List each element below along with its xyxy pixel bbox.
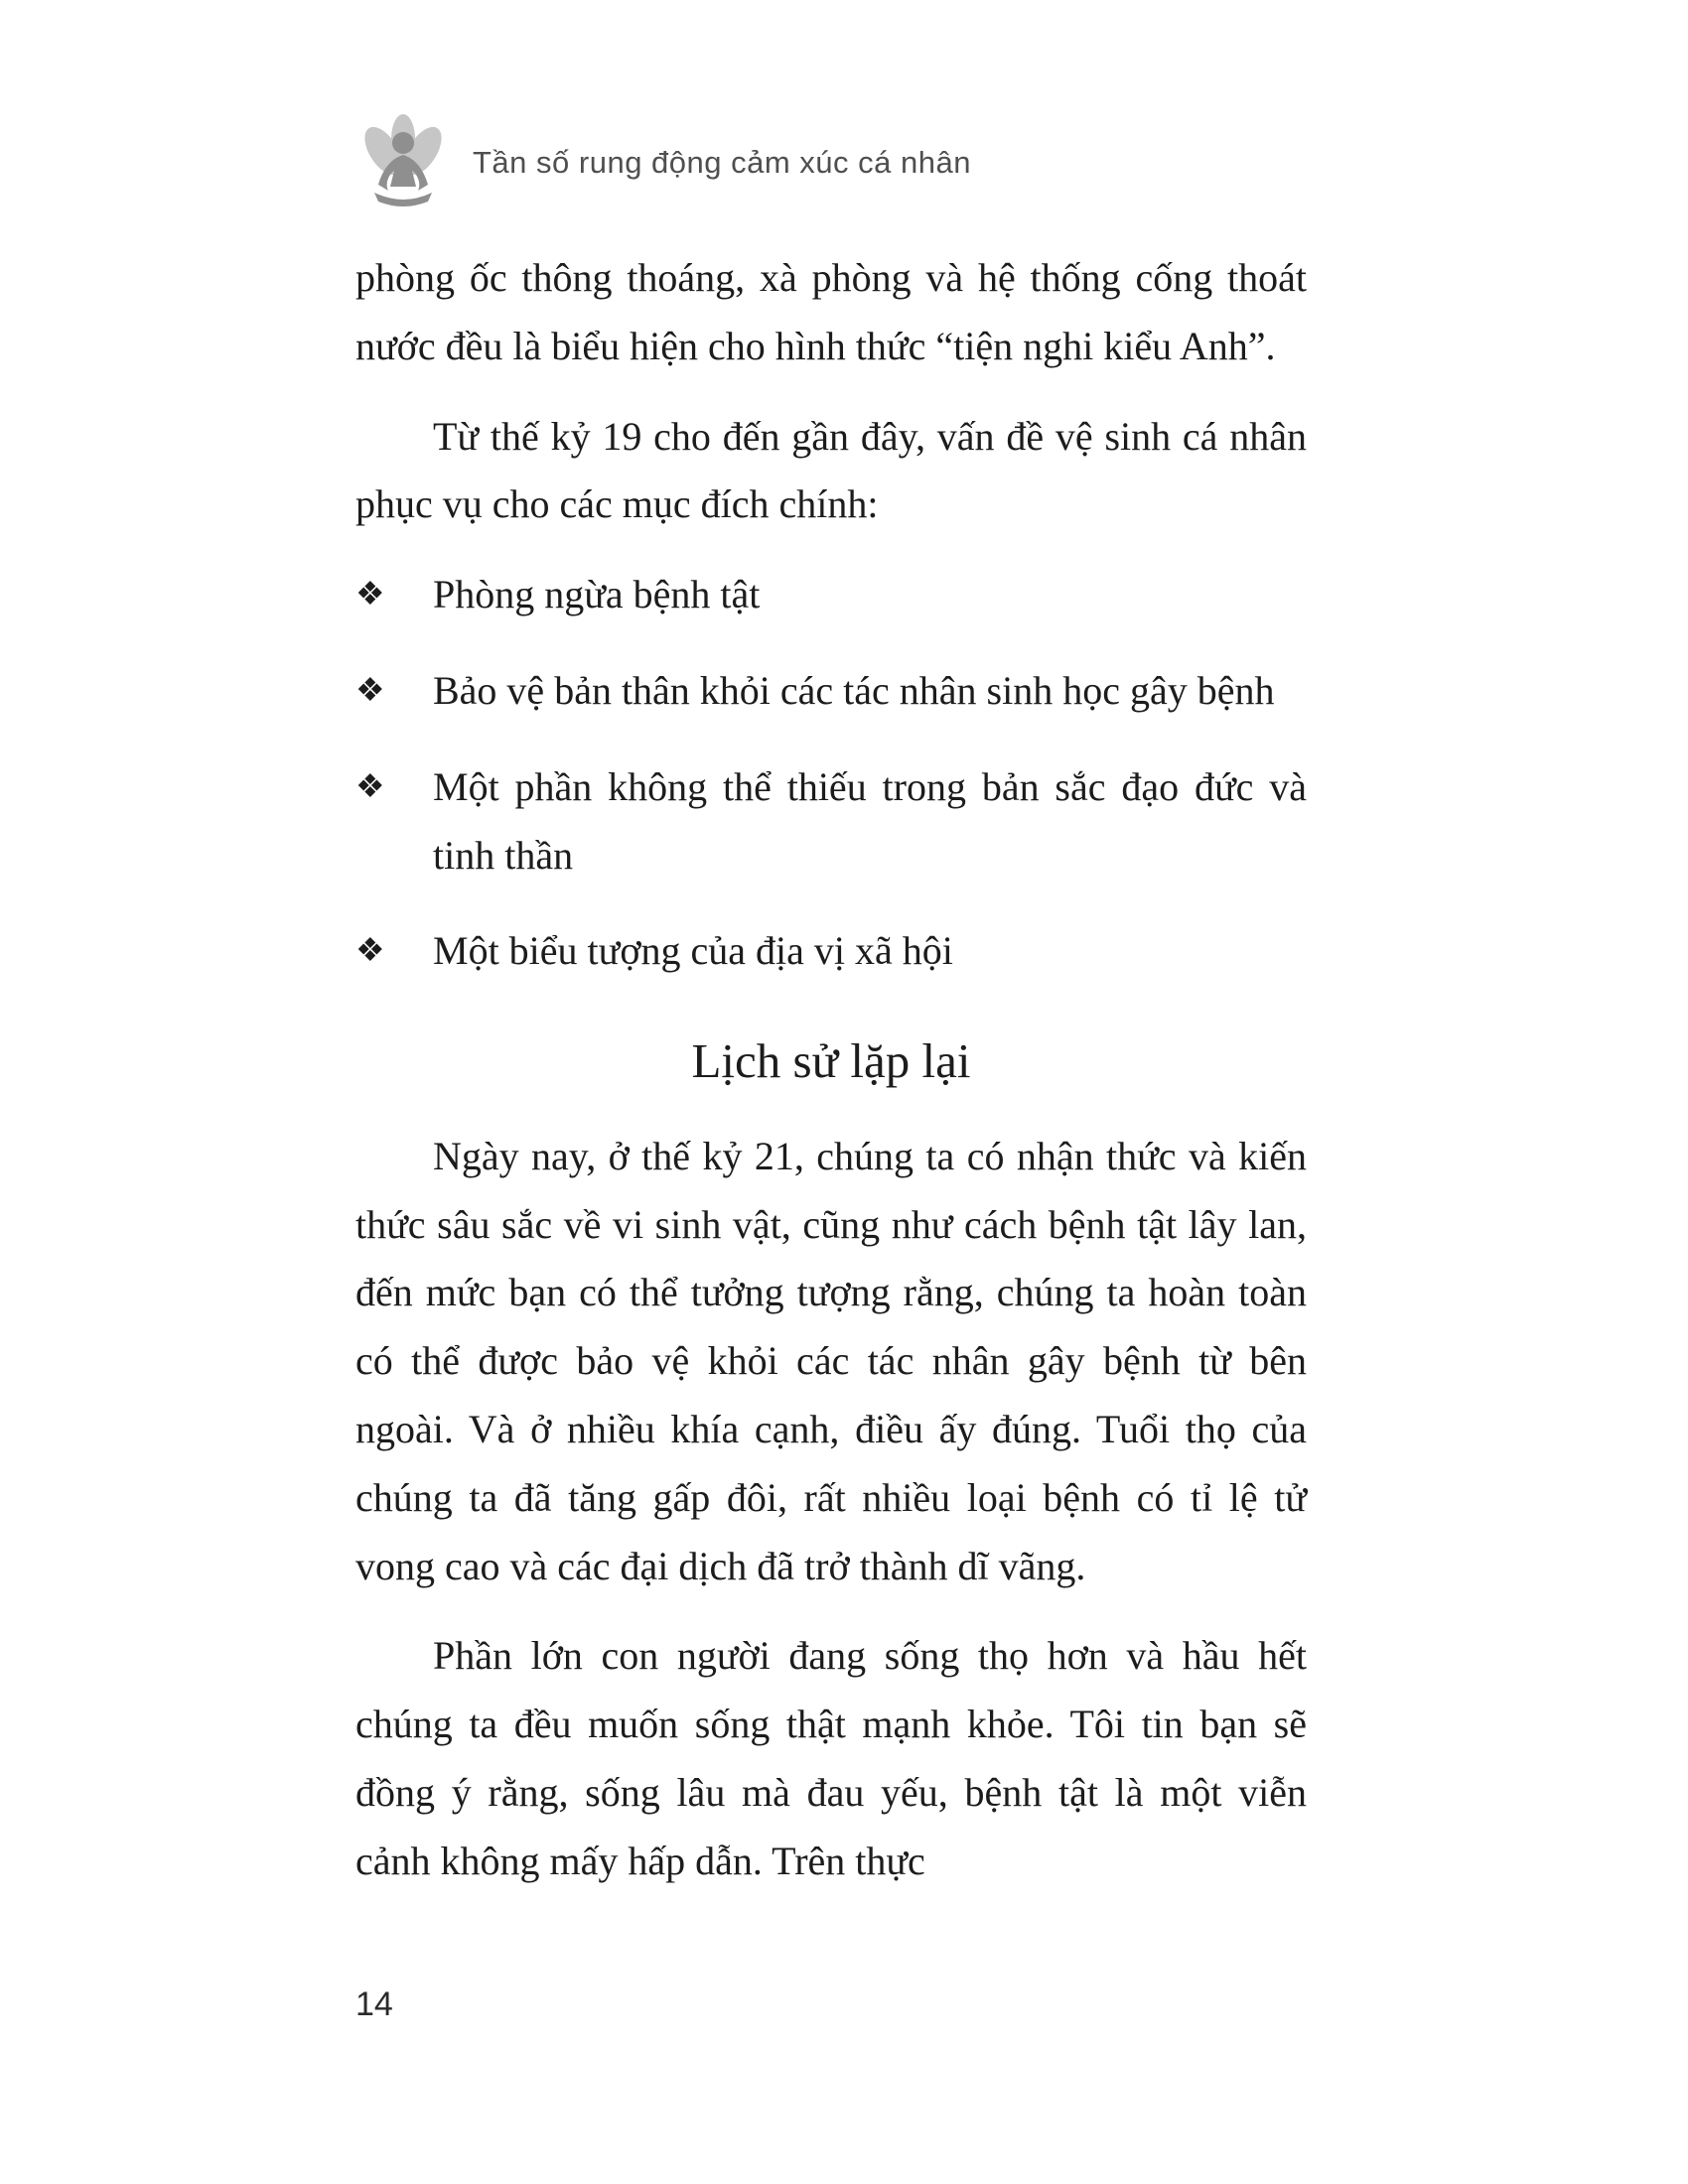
list-item-text: Phòng ngừa bệnh tật [433, 572, 761, 617]
list-item [355, 657, 1307, 726]
paragraph: Từ thế kỷ 19 cho đến gần đây, vấn đề vệ sinh cá nhân phục vụ cho các mục đích chính: [355, 413, 1307, 527]
list-item-text: Một biểu tượng của địa vị xã hội [433, 928, 953, 974]
paragraph-continued: phòng ốc thông thoáng, xà phòng và hệ thống cống thoát nước đều là biểu hiện cho hình thức “tiện nghi kiểu Anh”. [355, 255, 1307, 368]
meditation-lotus-icon [359, 111, 447, 214]
list-item [355, 561, 1307, 629]
paragraph: Ngày nay, ở thế kỷ 21, chúng ta có nhận thức và kiến thức sâu sắc về vi sinh vật, cũng như cách bệnh tật lây lan, đến mức bạn có thể tưởng tượng rằng, chúng ta hoàn toàn có thể được bảo vệ khỏi các tác nhân gây bệnh từ bên ngoài. Và ở nhiều khía cạnh, điều ấy đúng. Tuổi thọ của chúng ta đã tăng gấp đôi, rất nhiều loại bệnh có tỉ lệ tử vong cao và các đại dịch đã trở thành dĩ vãng. [355, 1133, 1307, 1588]
list-item-text: Bảo vệ bản thân khỏi các tác nhân sinh học gây bệnh [433, 667, 1275, 713]
paragraph: Phần lớn con người đang sống thọ hơn và hầu hết chúng ta đều muốn sống thật mạnh khỏe. Tôi tin bạn sẽ đồng ý rằng, sống lâu mà đau yếu, bệnh tật là một viễn cảnh không mấy hấp dẫn. Trên thực [355, 1633, 1307, 1883]
diamond-bullet-icon: ❖ [355, 933, 385, 970]
section-heading: Lịch sử lặp lại [691, 1033, 971, 1089]
body-text-column [355, 244, 1307, 1918]
list-item [355, 753, 1307, 890]
list-item-text: Một phần không thể thiếu trong bản sắc đạo đức và tinh thần [433, 763, 1307, 878]
bullet-list [355, 561, 1307, 986]
page-header [359, 111, 971, 214]
list-item [355, 917, 1307, 986]
diamond-bullet-icon: ❖ [355, 768, 385, 805]
diamond-bullet-icon: ❖ [355, 577, 385, 614]
running-head-title: Tần số rung động cảm xúc cá nhân [473, 145, 971, 180]
diamond-bullet-icon: ❖ [355, 672, 385, 709]
page-number: 14 [355, 1985, 393, 2023]
